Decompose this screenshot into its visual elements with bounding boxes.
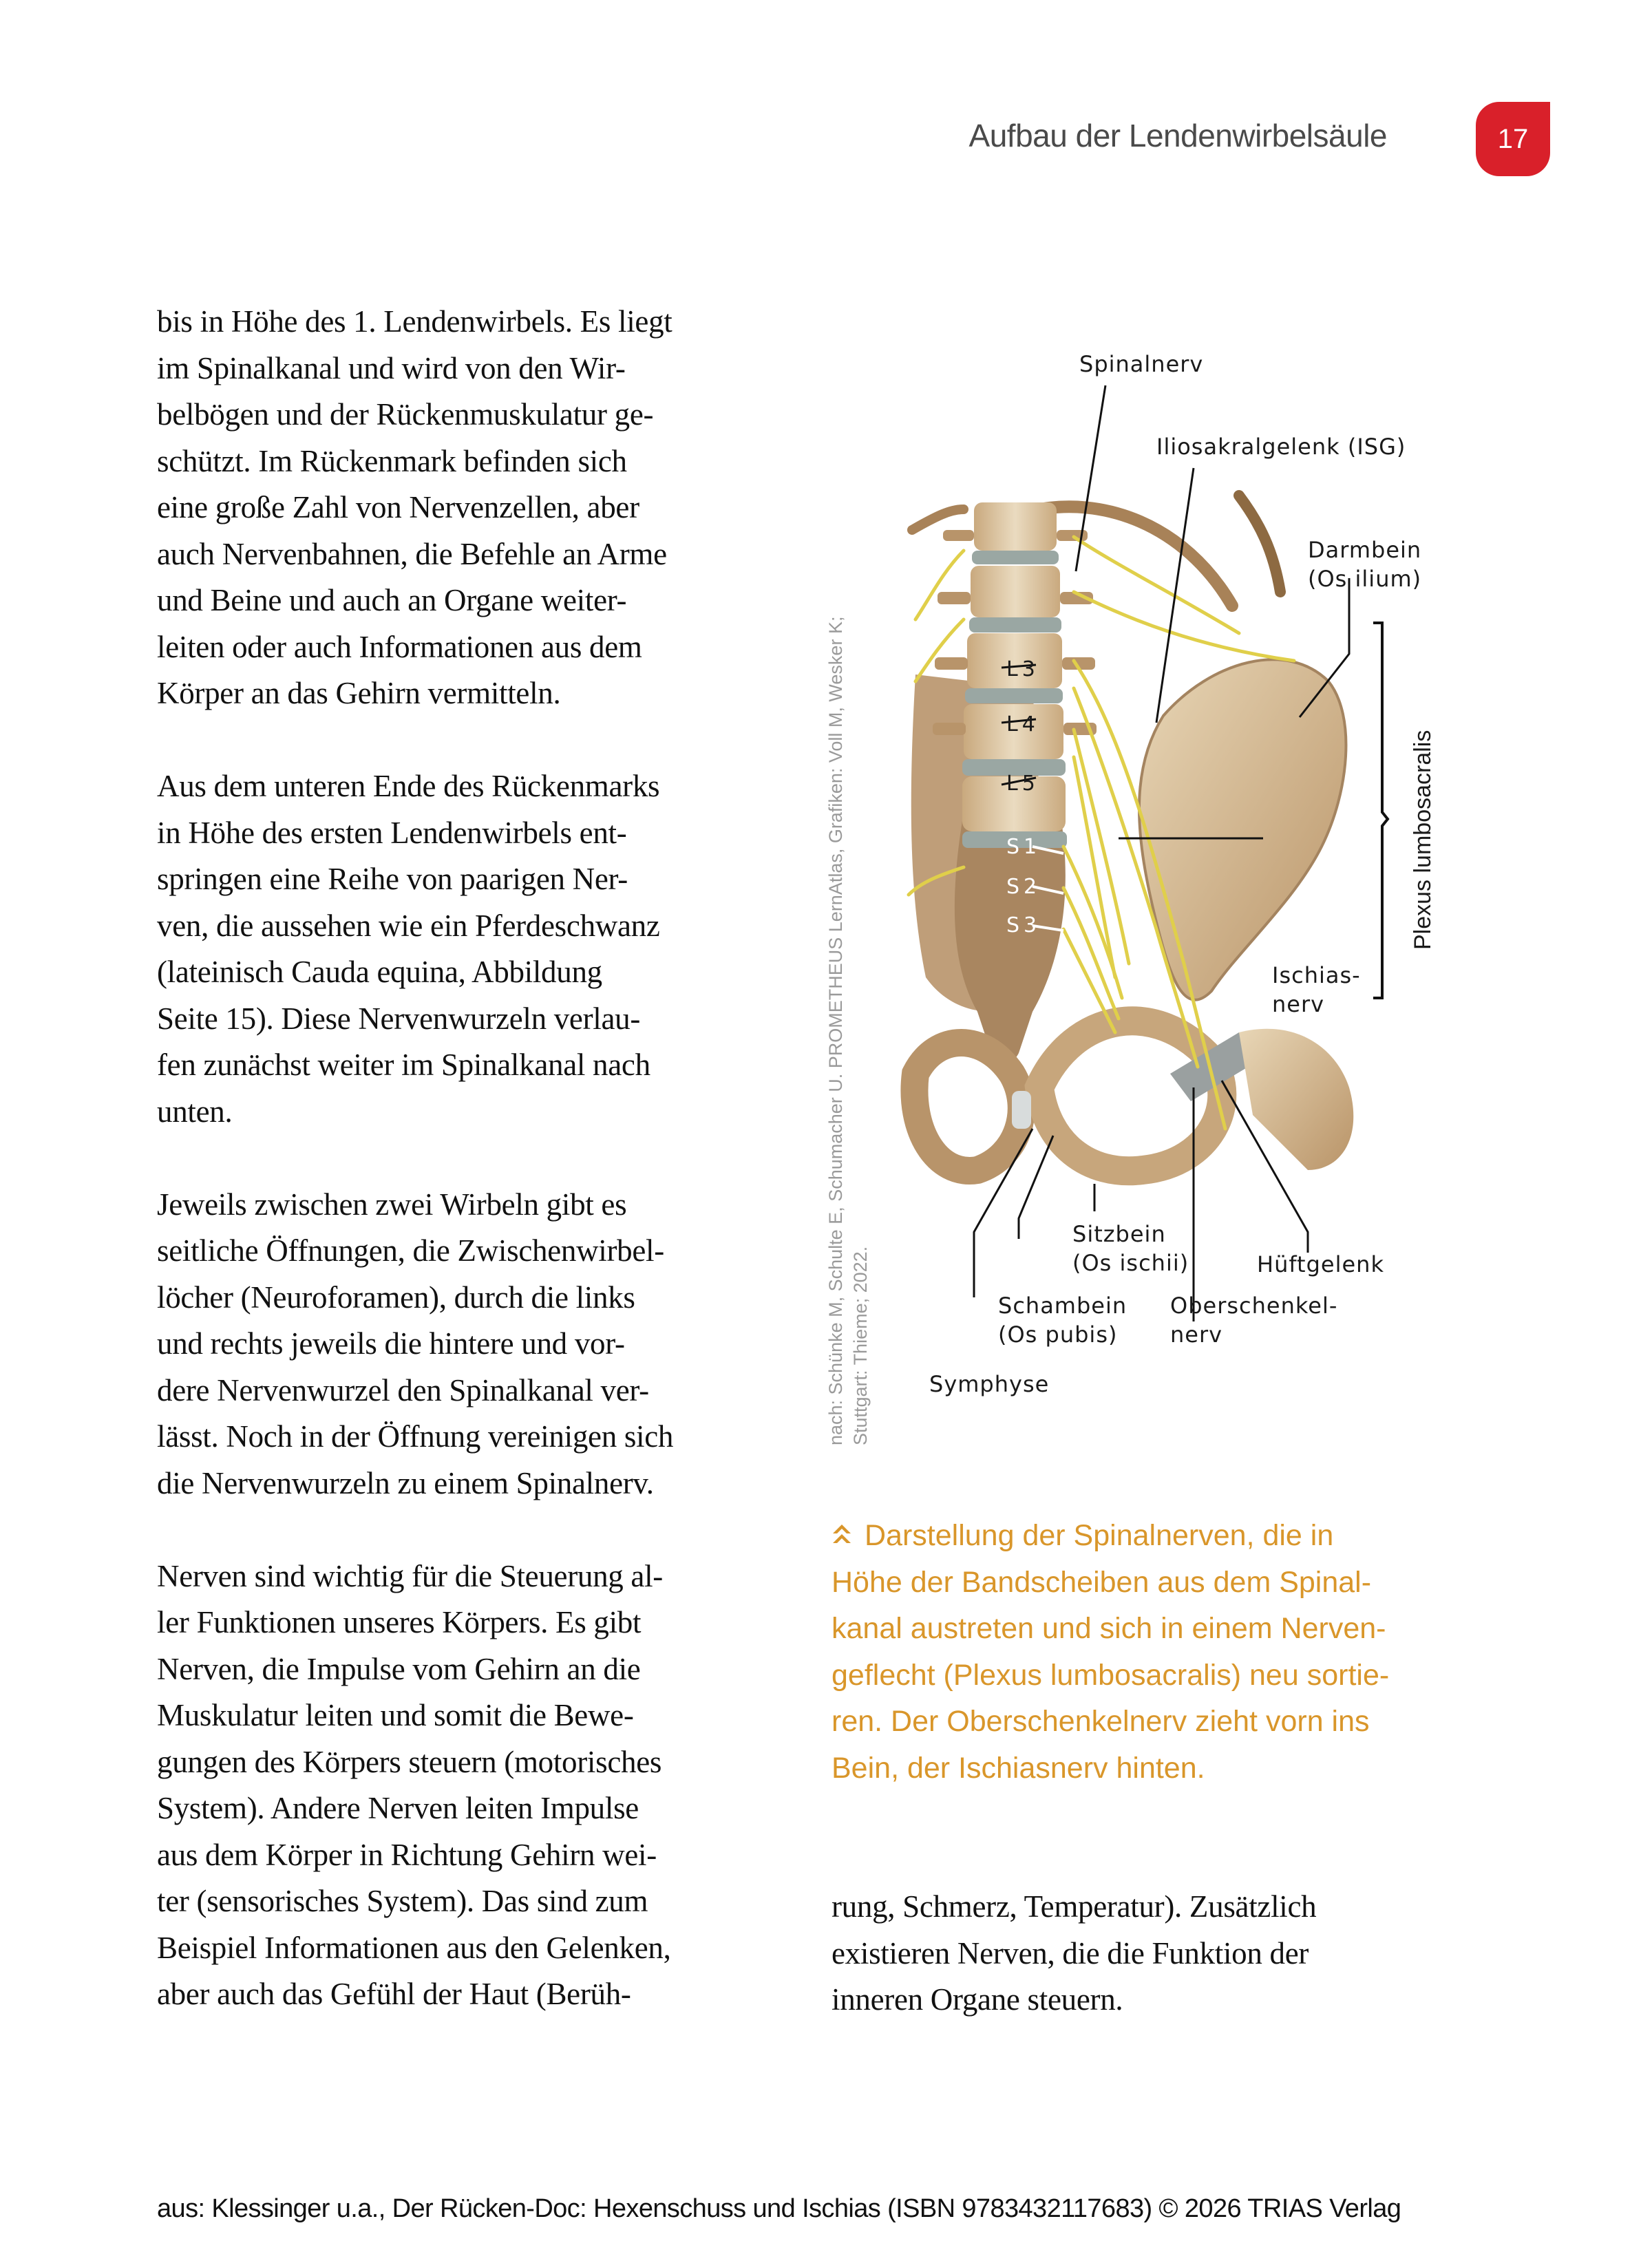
text-line: ven, die aussehen wie ein Pferdeschwanz [157,908,660,943]
text-line: Nerven, die Impulse vom Gehirn an die [157,1651,641,1686]
source-footer: aus: Klessinger u.a., Der Rücken-Doc: Hexenschuss und Ischias (ISBN 9783432117683) © 2026 TRIAS Verlag [157,2194,1401,2223]
caption-line: Höhe der Bandscheiben aus dem Spinal- [832,1565,1372,1599]
left-column [157,299,790,2064]
label-plexus-lumbosacralis: Plexus lumbosacralis [1410,730,1436,950]
label-s2: S2 [1006,875,1041,899]
label-iliosakralgelenk: Iliosakralgelenk (ISG) [1156,434,1406,460]
text-line: Beispiel Informationen aus den Gelenken, [157,1930,671,1965]
text-line: (lateinisch Cauda equina, Abbildung [157,955,602,989]
text-line: Muskulatur leiten und somit die Bewe- [157,1698,634,1732]
text-line: auch Nervenbahnen, die Befehle an Arme [157,536,667,571]
text-line: löcher (Neuroforamen), durch die links [157,1279,635,1315]
text-line: und Beine und auch an Organe weiter- [157,583,627,617]
text-line: im Spinalkanal und wird von den Wir- [157,350,626,385]
text-line: leiten oder auch Informationen aus dem [157,629,642,664]
text-line: Seite 15). Diese Nervenwurzeln verlau- [157,1001,641,1036]
right-column [832,1884,1451,2024]
label-darmbein: Darmbein (Os ilium) [1308,537,1422,592]
paragraph-2 [157,763,790,1135]
caption-line: kanal austreten und sich in einem Nerven- [832,1612,1386,1645]
label-hueftgelenk: Hüftgelenk [1257,1251,1384,1277]
label-s3: S3 [1006,913,1041,937]
text-line: lässt. Noch in der Öffnung vereinigen sich [157,1419,674,1454]
anatomy-illustration [812,330,1459,1459]
paragraph-4 [157,1553,790,2018]
text-line: bis in Höhe des 1. Lendenwirbels. Es liegt [157,304,673,339]
label-l4: L4 [1006,712,1039,736]
text-line: die Nervenwurzeln zu einem Spinalnerv. [157,1465,654,1500]
text-line: und rechts jeweils die hintere und vor- [157,1326,625,1361]
text-line: aus dem Körper in Richtung Gehirn wei- [157,1837,657,1872]
text-line: unten. [157,1094,233,1129]
plexus-bracket [1373,623,1388,998]
page-number-badge [1476,102,1550,176]
label-ischiasnerv: Ischias- nerv [1272,962,1361,1017]
text-line: Körper an das Gehirn vermitteln. [157,676,561,710]
label-symphyse: Symphyse [929,1371,1050,1397]
text-line: System). Andere Nerven leiten Impulse [157,1791,639,1825]
text-line: belbögen und der Rückenmuskulatur ge- [157,397,654,432]
credit-line: Stuttgart: Thieme; 2022. [850,1246,871,1445]
text-line: springen eine Reihe von paarigen Ner- [157,862,628,896]
text-line: Nerven sind wichtig für die Steuerung al- [157,1558,663,1593]
caption-line: Darstellung der Spinalnerven, die in [865,1519,1334,1552]
running-head: Aufbau der Lendenwirbelsäule [968,118,1387,153]
credit-line: nach: Schünke M, Schulte E, Schumacher U. PROMETHEUS LernAtlas, Grafiken: Voll M, Wesker K; [825,616,846,1445]
text-line: ter (sensorisches System). Das sind zum [157,1884,648,1918]
caption-line: ren. Der Oberschenkelnerv zieht vorn ins [832,1705,1370,1738]
label-spinalnerv: Spinalnerv [1079,351,1204,377]
text-line: gungen des Körpers steuern (motorisches [157,1744,662,1779]
label-sitzbein: Sitzbein (Os ischii) [1072,1221,1189,1276]
text-line: existieren Nerven, die die Funktion der [832,1935,1309,1971]
label-l3: L3 [1006,657,1039,681]
text-line: eine große Zahl von Nervenzellen, aber [157,490,639,524]
text-line: schützt. Im Rückenmark befinden sich [157,443,627,478]
caret-up-double-icon [832,1523,852,1547]
paragraph-3 [157,1182,790,1507]
label-oberschenkelnerv: Oberschenkel- nerv [1170,1293,1338,1348]
text-line: inneren Organe steuern. [832,1982,1123,2017]
text-line: seitliche Öffnungen, die Zwischenwirbel- [157,1233,664,1268]
text-line: Aus dem unteren Ende des Rückenmarks [157,769,660,803]
text-line: rung, Schmerz, Temperatur). Zusätzlich [832,1889,1317,1924]
paragraph-1 [157,299,790,717]
text-line: in Höhe des ersten Lendenwirbels ent- [157,815,627,850]
caption-line: geflecht (Plexus lumbosacralis) neu sortie- [832,1658,1390,1692]
label-s1: S1 [1006,835,1041,859]
label-schambein: Schambein (Os pubis) [998,1293,1127,1348]
text-line: ler Funktionen unseres Körpers. Es gibt [157,1605,642,1639]
text-line: aber auch das Gefühl der Haut (Berüh- [157,1977,631,2011]
text-line: dere Nervenwurzel den Spinalkanal ver- [157,1372,649,1408]
caption-line: Bein, der Ischiasnerv hinten. [832,1751,1205,1785]
label-l5: L5 [1006,772,1039,796]
page-number: 17 [1497,123,1529,154]
text-line: Jeweils zwischen zwei Wirbeln gibt es [157,1187,627,1222]
text-line: fen zunächst weiter im Spinalkanal nach [157,1048,650,1082]
figure-caption [832,1513,1451,1792]
